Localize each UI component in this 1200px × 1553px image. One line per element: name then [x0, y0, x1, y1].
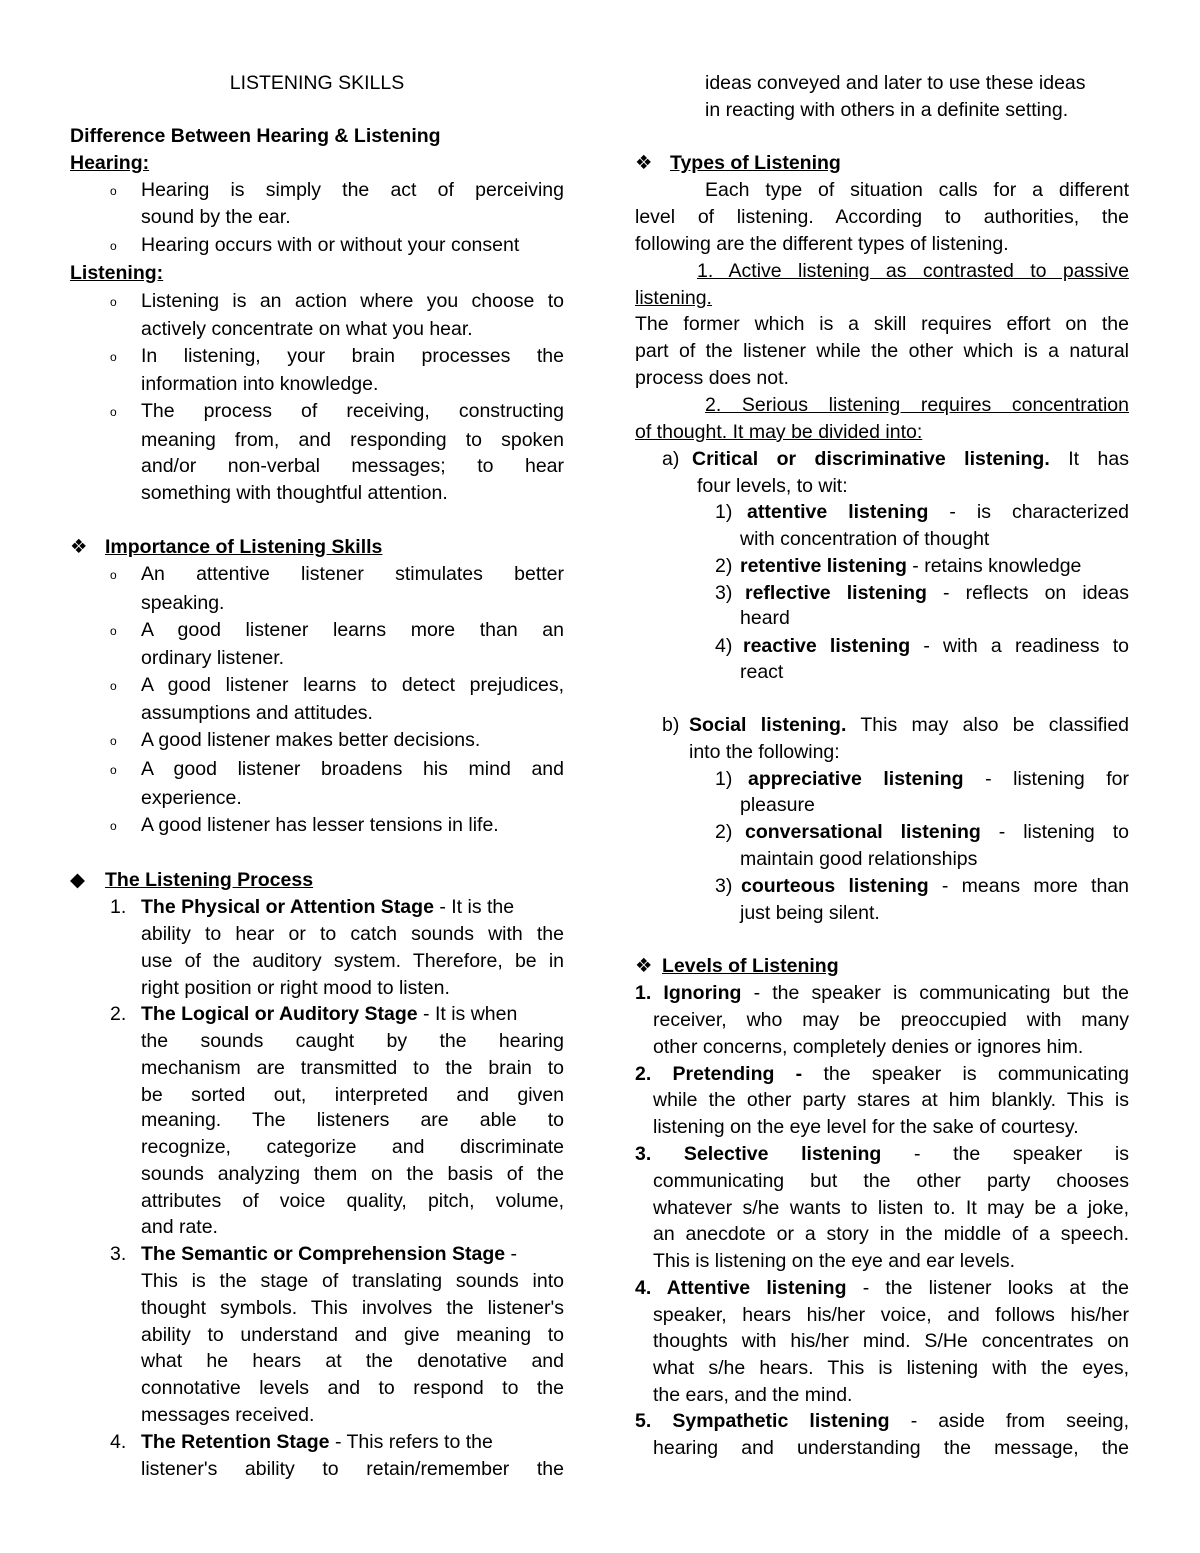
process-heading: ◆ The Listening Process [70, 867, 564, 894]
type-1-desc: The former which is a skill requires effort on the [635, 313, 1129, 335]
sub-item: 2) conversational listening - listening to [715, 821, 1129, 843]
list-item: o An attentive listener stimulates better [70, 561, 564, 588]
sub-item: 4) reactive listening - with a readiness to [715, 635, 1129, 657]
levels-heading: ❖ Levels of Listening [635, 953, 1129, 980]
importance-heading: ❖ Importance of Listening Skills [70, 534, 564, 561]
list-item: o Hearing occurs with or without your consent [70, 232, 564, 259]
level-line: receiver, who may be preoccupied with many [653, 1009, 1129, 1031]
level-item: 4. Attentive listening - the listener looks at the [635, 1277, 1129, 1299]
list-item: o A good listener learns to detect prejudices, [70, 672, 564, 699]
stage-line: use of the auditory system. Therefore, be in [141, 950, 564, 972]
types-intro: level of listening. According to authorities, the [635, 206, 1129, 228]
difference-heading: Difference Between Hearing & Listening [70, 125, 441, 147]
process-stage-3: 3. The Semantic or Comprehension Stage - [110, 1243, 517, 1265]
critical-listening-cont: four levels, to wit: [697, 475, 848, 497]
stage-line: the sounds caught by the hearing [141, 1030, 564, 1052]
stage-line: be sorted out, interpreted and given [141, 1084, 564, 1106]
type-2-heading-cont: of thought. It may be divided into: [635, 421, 923, 443]
level-line: hearing and understanding the message, the [653, 1437, 1129, 1459]
sub-item: 1) appreciative listening - listening for [715, 768, 1129, 790]
process-stage-2: 2. The Logical or Auditory Stage - It is when [110, 1003, 518, 1025]
diamond-icon: ❖ [70, 536, 88, 558]
social-listening: b) Social listening. This may also be classified [662, 714, 1130, 736]
level-item: 2. Pretending - the speaker is communicating [635, 1063, 1130, 1085]
level-item: 5. Sympathetic listening - aside from seeing, [635, 1410, 1129, 1432]
sub-item-cont: react [740, 661, 784, 683]
sub-item: 3) reflective listening - reflects on ideas [715, 582, 1129, 604]
bullet-icon: o [110, 405, 117, 419]
bullet-icon: o [110, 763, 117, 777]
stage-line: recognize, categorize and discriminate [141, 1136, 564, 1158]
level-line: what s/he hears. This is listening with the eyes, [653, 1357, 1129, 1379]
diamond-icon: ◆ [70, 869, 85, 891]
level-line: other concerns, completely denies or ignores him. [653, 1036, 1084, 1058]
diamond-icon: ❖ [635, 152, 653, 174]
level-item: 3. Selective listening - the speaker is [635, 1143, 1129, 1165]
bullet-icon: o [110, 624, 117, 638]
type-1-heading: 1. Active listening as contrasted to passive [697, 260, 1129, 282]
level-line: speaker, hears his/her voice, and follows his/her [653, 1304, 1129, 1326]
stage-line: thought symbols. This involves the listener's [141, 1297, 564, 1319]
bullet-icon: o [110, 568, 117, 582]
stage-line: messages received. [141, 1404, 315, 1426]
sub-item-cont: maintain good relationships [740, 848, 978, 870]
list-item-cont: meaning from, and responding to spoken [141, 429, 564, 451]
stage-line: This is the stage of translating sounds into [141, 1270, 564, 1292]
bullet-icon: o [110, 819, 117, 833]
level-line: thoughts with his/her mind. S/He concentrates on [653, 1330, 1129, 1352]
sub-item: 3) courteous listening - means more than [715, 875, 1129, 897]
page-title: LISTENING SKILLS [229, 72, 405, 94]
list-item-cont: and/or non-verbal messages; to hear [141, 455, 564, 477]
type-2-heading: 2. Serious listening requires concentration [705, 394, 1129, 416]
critical-listening: a) Critical or discriminative listening. It has [662, 448, 1129, 470]
list-item-cont: assumptions and attitudes. [141, 702, 373, 724]
list-item-cont: experience. [141, 787, 242, 809]
stage-line: and rate. [141, 1216, 218, 1238]
stage-line: listener's ability to retain/remember the [141, 1458, 564, 1480]
level-line: whatever s/he wants to listen to. It may be a joke, [653, 1197, 1129, 1219]
list-item: o Hearing is simply the act of perceiving [70, 177, 564, 204]
level-line: while the other party stares at him blankly. This is [653, 1089, 1129, 1111]
list-item: o A good listener makes better decisions. [70, 727, 564, 754]
type-1-desc: process does not. [635, 367, 789, 389]
types-intro: following are the different types of listening. [635, 233, 1009, 255]
list-item: o In listening, your brain processes the [70, 343, 564, 370]
list-item-cont: sound by the ear. [141, 206, 291, 228]
type-1-heading-cont: listening. [635, 287, 712, 309]
stage-line: right position or right mood to listen. [141, 977, 450, 999]
sub-item-cont: heard [740, 607, 790, 629]
bullet-icon: o [110, 734, 117, 748]
bullet-icon: o [110, 679, 117, 693]
list-item-cont: ordinary listener. [141, 647, 285, 669]
list-item-cont: speaking. [141, 592, 225, 614]
stage-line: attributes of voice quality, pitch, volume, [141, 1190, 564, 1212]
level-line: communicating but the other party chooses [653, 1170, 1129, 1192]
stage-line: connotative levels and to respond to the [141, 1377, 564, 1399]
stage-line: mechanism are transmitted to the brain to [141, 1057, 564, 1079]
list-item-cont: actively concentrate on what you hear. [141, 318, 473, 340]
list-item: o Listening is an action where you choose to [70, 288, 564, 315]
process-stage-1: 1. The Physical or Attention Stage - It is the [110, 896, 515, 918]
types-intro: Each type of situation calls for a different [705, 179, 1129, 201]
list-item-cont: something with thoughtful attention. [141, 482, 448, 504]
level-item: 1. Ignoring - the speaker is communicating but the [635, 982, 1129, 1004]
list-item: o A good listener has lesser tensions in life. [70, 812, 564, 839]
bullet-icon: o [110, 239, 117, 253]
level-line: listening on the eye level for the sake of courtesy. [653, 1116, 1079, 1138]
continuation-line: in reacting with others in a definite setting. [705, 99, 1069, 121]
process-stage-4: 4. The Retention Stage - This refers to the [110, 1431, 493, 1453]
level-line: This is listening on the eye and ear levels. [653, 1250, 1016, 1272]
stage-line: sounds analyzing them on the basis of the [141, 1163, 564, 1185]
bullet-icon: o [110, 350, 117, 364]
sub-item-cont: pleasure [740, 794, 815, 816]
bullet-icon: o [110, 295, 117, 309]
list-item: o A good listener learns more than an [70, 617, 564, 644]
continuation-line: ideas conveyed and later to use these ideas [705, 72, 1086, 94]
list-item-cont: information into knowledge. [141, 373, 379, 395]
bullet-icon: o [110, 184, 117, 198]
sub-item-cont: just being silent. [740, 902, 880, 924]
stage-line: ability to understand and give meaning to [141, 1324, 564, 1346]
sub-item: 2) retentive listening - retains knowledge [715, 555, 1082, 577]
list-item: o A good listener broadens his mind and [70, 756, 564, 783]
social-listening-cont: into the following: [689, 741, 840, 763]
diamond-icon: ❖ [635, 955, 653, 977]
listening-label: Listening: [70, 262, 164, 284]
stage-line: meaning. The listeners are able to [141, 1109, 564, 1131]
sub-item-cont: with concentration of thought [740, 528, 990, 550]
hearing-label: Hearing: [70, 152, 150, 174]
stage-line: ability to hear or to catch sounds with the [141, 923, 564, 945]
types-heading: ❖ Types of Listening [635, 150, 1129, 177]
stage-line: what he hears at the denotative and [141, 1350, 564, 1372]
list-item: o The process of receiving, constructing [70, 398, 564, 425]
level-line: an anecdote or a story in the middle of a speech. [653, 1223, 1129, 1245]
level-line: the ears, and the mind. [653, 1384, 853, 1406]
type-1-desc: part of the listener while the other which is a natural [635, 340, 1129, 362]
sub-item: 1) attentive listening - is characterized [715, 501, 1130, 523]
